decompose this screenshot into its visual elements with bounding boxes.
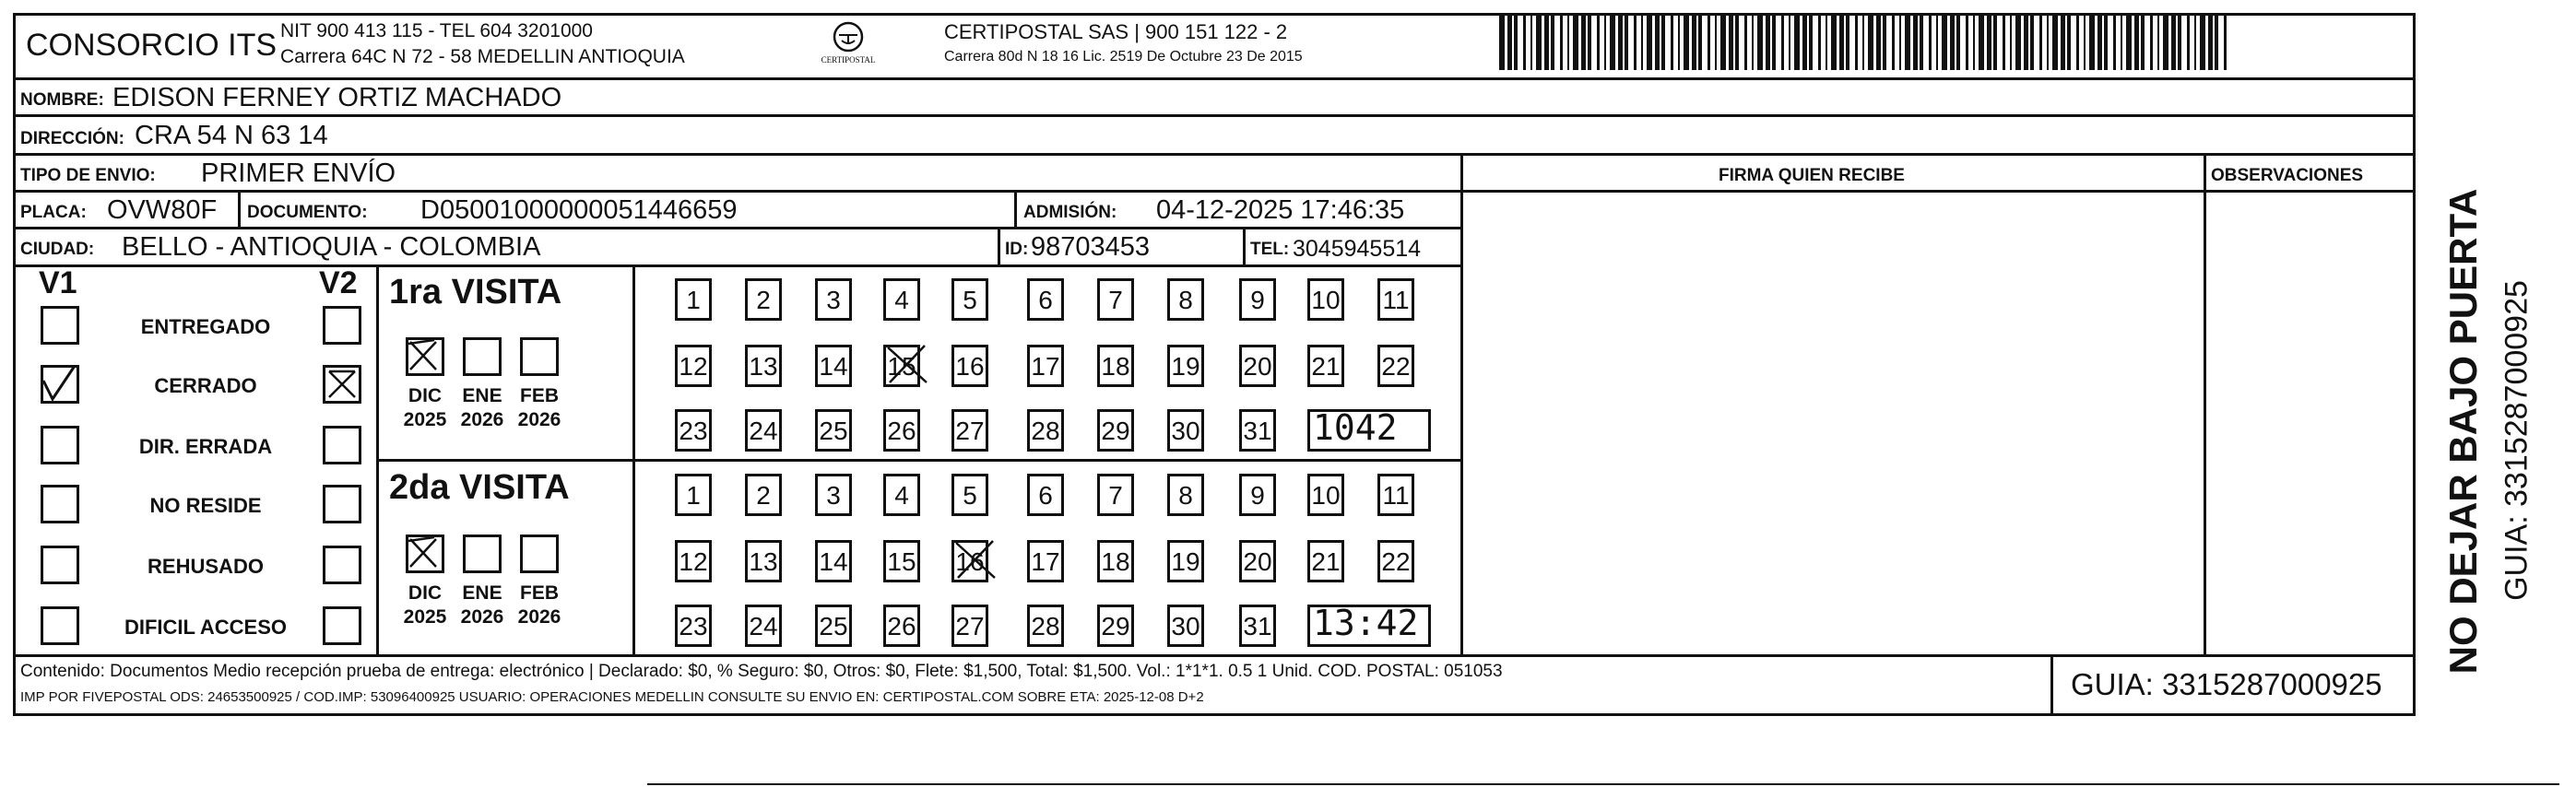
barcode-bar <box>2039 13 2042 70</box>
placa-label: PLACA: <box>20 203 87 222</box>
barcode-bar <box>1993 13 1997 70</box>
first-visit-day-box[interactable]: 29 <box>1097 409 1134 452</box>
barcode-bar <box>2113 13 2116 70</box>
barcode-bar <box>1826 13 1827 70</box>
barcode-bar <box>1789 13 1790 70</box>
status-checkbox-v1[interactable] <box>41 365 79 404</box>
documento-label: DOCUMENTO: <box>247 203 368 222</box>
logo-text: CERTIPOSTAL <box>821 55 876 65</box>
barcode-bar <box>2061 13 2065 70</box>
barcode-bar <box>1950 13 1955 70</box>
barcode-bar <box>1752 13 1754 70</box>
first-visit-day-box[interactable]: 30 <box>1167 409 1204 452</box>
second-visit-day-box[interactable]: 7 <box>1097 474 1134 516</box>
status-checkbox-v2[interactable] <box>323 606 361 645</box>
company-name: CONSORCIO ITS <box>26 28 278 63</box>
barcode-bar <box>1647 13 1652 70</box>
barcode-bar <box>2187 13 2190 70</box>
first-visit-day-box[interactable]: 12 <box>675 345 712 387</box>
barcode <box>1499 13 2231 70</box>
barcode-bar <box>1966 13 1968 70</box>
barcode-bar <box>1929 13 1932 70</box>
barcode-bar <box>1707 13 1710 70</box>
barcode-bar <box>2163 13 2168 70</box>
barcode-bar <box>1936 13 1938 70</box>
barcode-bar <box>1855 13 1858 70</box>
barcode-bar <box>2178 13 2181 70</box>
barcode-bar <box>1507 13 1512 70</box>
status-checkbox-v2[interactable] <box>323 485 361 523</box>
first-visit-year-label: 2026 <box>517 409 561 430</box>
first-visit-day-box[interactable]: 4 <box>883 278 920 321</box>
status-option-label: ENTREGADO <box>140 315 271 338</box>
ciudad-label: CIUDAD: <box>20 240 95 259</box>
admision-label: ADMISIÓN: <box>1023 203 1117 222</box>
second-visit-day-box[interactable]: 3 <box>815 474 852 516</box>
barcode-bar <box>2150 13 2153 70</box>
second-visit-time-handwritten: 13:42 <box>1313 603 1419 643</box>
second-visit-day-box[interactable]: 15 <box>883 540 920 582</box>
second-visit-year-label: 2026 <box>460 606 504 628</box>
barcode-bar <box>2171 13 2176 70</box>
second-visit-day-box[interactable]: 19 <box>1167 540 1204 582</box>
first-visit-day-box[interactable]: 13 <box>745 345 782 387</box>
barcode-bar <box>1551 13 1554 70</box>
barcode-bar <box>1913 13 1918 70</box>
second-visit-day-box[interactable]: 28 <box>1027 605 1064 647</box>
barcode-bar <box>1610 13 1615 70</box>
barcode-bar <box>1588 13 1591 70</box>
v1-label: V1 <box>39 265 77 300</box>
barcode-bar <box>1671 13 1673 70</box>
barcode-bar <box>2121 13 2122 70</box>
second-visit-day-mark: 16 <box>955 547 985 576</box>
first-visit-day-mark: 15 <box>887 352 916 381</box>
barcode-bar <box>1839 13 1844 70</box>
documento-value: D05001000000051446659 <box>420 195 738 225</box>
barcode-bar <box>2084 13 2086 70</box>
barcode-bar <box>1956 13 1960 70</box>
first-visit-day-box[interactable]: 16 <box>951 345 988 387</box>
barcode-bar <box>1720 13 1726 70</box>
tel-label: TEL: <box>1250 240 1290 259</box>
first-visit-day-box[interactable]: 11 <box>1377 278 1414 321</box>
barcode-bar <box>1781 13 1784 70</box>
first-visit-day-box[interactable]: 23 <box>675 409 712 452</box>
barcode-bar <box>1831 13 1837 70</box>
barcode-bar <box>1567 13 1569 70</box>
second-visit-day-box[interactable]: 4 <box>883 474 920 516</box>
barcode-bar <box>1729 13 1733 70</box>
barcode-bar <box>1766 13 1770 70</box>
status-checkbox-v1[interactable] <box>41 485 79 523</box>
status-option-label: NO RESIDE <box>149 494 262 517</box>
barcode-bar <box>2015 13 2021 70</box>
barcode-bar <box>1757 13 1763 70</box>
barcode-bar <box>1883 13 1886 70</box>
first-visit-day-box[interactable]: 21 <box>1307 345 1344 387</box>
second-visit-day-box[interactable]: 2 <box>745 474 782 516</box>
nombre-label: NOMBRE: <box>20 90 104 110</box>
barcode-bar <box>1973 13 1975 70</box>
nombre-value: EDISON FERNEY ORTIZ MACHADO <box>112 83 562 112</box>
barcode-bar <box>2067 13 2071 70</box>
second-visit-month-checkbox[interactable] <box>406 534 444 573</box>
first-visit-day-box[interactable]: 20 <box>1239 345 1276 387</box>
second-visit-day-box[interactable]: 17 <box>1027 540 1064 582</box>
first-visit-day-box[interactable]: 24 <box>745 409 782 452</box>
tipo-envio-value: PRIMER ENVÍO <box>201 159 396 188</box>
barcode-bar <box>1942 13 1947 70</box>
barcode-bar <box>1715 13 1717 70</box>
barcode-bar <box>1735 13 1739 70</box>
first-visit-month-label: DIC <box>408 385 443 406</box>
first-visit-day-box[interactable]: 2 <box>745 278 782 321</box>
first-visit-day-box[interactable]: 8 <box>1167 278 1204 321</box>
barcode-bar <box>1809 13 1813 70</box>
barcode-bar <box>1618 13 1623 70</box>
barcode-bar <box>2097 13 2102 70</box>
second-visit-day-box[interactable]: 29 <box>1097 605 1134 647</box>
footer-guia: GUIA: 3315287000925 <box>2071 667 2382 701</box>
status-checkbox-v1[interactable] <box>41 606 79 645</box>
first-visit-day-box[interactable]: 22 <box>1377 345 1414 387</box>
barcode-bar <box>2024 13 2028 70</box>
barcode-bar <box>1698 13 1702 70</box>
first-visit-day-box[interactable]: 27 <box>951 409 988 452</box>
first-visit-title: 1ra VISITA <box>389 273 562 311</box>
barcode-bar <box>1581 13 1586 70</box>
first-visit-month-checkbox[interactable] <box>520 337 559 376</box>
second-visit-day-box[interactable]: 1 <box>675 474 712 516</box>
status-checkbox-v2[interactable] <box>323 546 361 584</box>
first-visit-day-box[interactable]: 28 <box>1027 409 1064 452</box>
barcode-bar <box>1560 13 1563 70</box>
barcode-bar <box>2215 13 2218 70</box>
status-option-label: DIFICIL ACCESO <box>124 616 287 639</box>
first-visit-day-box[interactable] <box>883 345 920 387</box>
barcode-bar <box>1684 13 1689 70</box>
barcode-bar <box>1772 13 1776 70</box>
second-visit-day-box[interactable] <box>951 540 988 582</box>
first-visit-day-box[interactable]: 9 <box>1239 278 1276 321</box>
barcode-bar <box>1514 13 1518 70</box>
first-visit-day-box[interactable]: 1 <box>675 278 712 321</box>
barcode-bar <box>1678 13 1680 70</box>
barcode-bar <box>1987 13 1991 70</box>
barcode-bar <box>1523 13 1526 70</box>
admision-value: 04-12-2025 17:46:35 <box>1156 195 1405 225</box>
barcode-bar <box>2030 13 2034 70</box>
first-visit-day-box[interactable]: 31 <box>1239 409 1276 452</box>
barcode-bar <box>1597 13 1600 70</box>
second-visit-day-box[interactable]: 27 <box>951 605 988 647</box>
side-warning: NO DEJAR BAJO PUERTA <box>2441 188 2485 675</box>
second-visit-day-box[interactable]: 22 <box>1377 540 1414 582</box>
barcode-bar <box>2010 13 2012 70</box>
status-option-label: REHUSADO <box>148 555 264 578</box>
status-checkbox-v1[interactable] <box>41 546 79 584</box>
barcode-bar <box>1499 13 1505 70</box>
first-visit-day-box[interactable]: 3 <box>815 278 852 321</box>
barcode-bar <box>1905 13 1910 70</box>
first-visit-year-label: 2025 <box>403 409 447 430</box>
barcode-bar <box>2047 13 2049 70</box>
status-option-label: DIR. ERRADA <box>138 435 273 458</box>
second-visit-month-label: DIC <box>408 582 443 604</box>
first-visit-month-label: ENE <box>462 385 502 406</box>
footer-line-1: Contenido: Documentos Medio recepción prueba de entrega: electrónico | Declarado: $0, % Seguro: $0, Otros: $0, Flete: $1,500, Total: $1,500. Vol.: 1*1*1. 0.5 1 Unid. COD. POSTAL: 051053 <box>20 662 1503 681</box>
tipo-envio-label: TIPO DE ENVIO: <box>20 166 156 185</box>
second-visit-day-box[interactable]: 20 <box>1239 540 1276 582</box>
second-visit-day-box[interactable]: 14 <box>815 540 852 582</box>
second-visit-day-box[interactable]: 23 <box>675 605 712 647</box>
id-label: ID: <box>1005 240 1029 259</box>
first-visit-day-box[interactable]: 14 <box>815 345 852 387</box>
certipostal-logo <box>811 18 885 70</box>
second-visit-month-checkbox[interactable] <box>463 534 502 573</box>
side-guia: GUIA: 3315287000925 <box>2499 280 2535 601</box>
second-visit-day-box[interactable]: 26 <box>883 605 920 647</box>
second-visit-year-label: 2025 <box>403 606 447 628</box>
second-visit-day-box[interactable]: 18 <box>1097 540 1134 582</box>
observaciones-label: OBSERVACIONES <box>2211 166 2364 185</box>
barcode-bar <box>2126 13 2132 70</box>
first-visit-month-checkbox[interactable] <box>406 337 444 376</box>
barcode-bar <box>1868 13 1873 70</box>
first-visit-day-box[interactable]: 19 <box>1167 345 1204 387</box>
second-visit-day-box[interactable]: 21 <box>1307 540 1344 582</box>
second-visit-day-box[interactable]: 12 <box>675 540 712 582</box>
placa-value: OVW80F <box>107 195 218 225</box>
second-visit-day-box[interactable]: 24 <box>745 605 782 647</box>
second-visit-day-box[interactable]: 31 <box>1239 605 1276 647</box>
first-visit-time-handwritten: 1042 <box>1313 407 1398 448</box>
second-visit-day-box[interactable]: 25 <box>815 605 852 647</box>
status-checkbox-v2[interactable] <box>323 365 361 404</box>
second-visit-day-box[interactable]: 10 <box>1307 474 1344 516</box>
next-label-edge <box>647 783 2559 785</box>
second-visit-month-label: FEB <box>520 582 559 604</box>
firma-label: FIRMA QUIEN RECIBE <box>1719 166 1905 185</box>
barcode-bar <box>1692 13 1696 70</box>
barcode-bar <box>1744 13 1747 70</box>
barcode-bar <box>2003 13 2005 70</box>
second-visit-day-box[interactable]: 11 <box>1377 474 1414 516</box>
company-line-1: NIT 900 413 115 - TEL 604 3201000 <box>280 20 593 41</box>
status-checkbox-v1[interactable] <box>41 426 79 464</box>
first-visit-day-box[interactable]: 18 <box>1097 345 1134 387</box>
tel-value: 3045945514 <box>1293 236 1422 262</box>
barcode-bar <box>1641 13 1643 70</box>
carrier-line-2: Carrera 80d N 18 16 Lic. 2519 De Octubre 23 De 2015 <box>944 49 1303 65</box>
barcode-bar <box>2052 13 2058 70</box>
status-checkbox-v2[interactable] <box>323 306 361 345</box>
first-visit-day-box[interactable]: 7 <box>1097 278 1134 321</box>
company-line-2: Carrera 64C N 72 - 58 MEDELLIN ANTIOQUIA <box>280 46 685 67</box>
barcode-bar <box>1573 13 1578 70</box>
barcode-bar <box>1661 13 1665 70</box>
barcode-bar <box>2157 13 2159 70</box>
barcode-bar <box>1544 13 1549 70</box>
first-visit-month-checkbox[interactable] <box>463 337 502 376</box>
barcode-bar <box>1604 13 1606 70</box>
barcode-bar <box>1846 13 1849 70</box>
barcode-bar <box>1892 13 1895 70</box>
first-visit-month-label: FEB <box>520 385 559 406</box>
footer-line-2: IMP POR FIVEPOSTAL ODS: 24653500925 / COD.IMP: 53096400925 USUARIO: OPERACIONES MEDELLIN CONSULTE SU ENVIO EN: CERTIPOSTAL.COM SOBRE ETA: 2025-12-08 D+2 <box>20 689 1204 705</box>
barcode-bar <box>1536 13 1542 70</box>
second-visit-month-label: ENE <box>462 582 502 604</box>
v2-label: V2 <box>319 265 358 300</box>
first-visit-day-box[interactable]: 10 <box>1307 278 1344 321</box>
barcode-bar <box>1876 13 1881 70</box>
barcode-bar <box>2208 13 2213 70</box>
second-visit-day-box[interactable]: 6 <box>1027 474 1064 516</box>
first-visit-day-box[interactable]: 17 <box>1027 345 1064 387</box>
barcode-bar <box>2104 13 2108 70</box>
second-visit-day-box[interactable]: 8 <box>1167 474 1204 516</box>
direccion-value: CRA 54 N 63 14 <box>135 121 328 150</box>
barcode-bar <box>2134 13 2139 70</box>
first-visit-day-box[interactable]: 25 <box>815 409 852 452</box>
barcode-bar <box>2224 13 2227 70</box>
second-visit-title: 2da VISITA <box>389 468 570 507</box>
id-value: 98703453 <box>1031 232 1151 262</box>
barcode-bar <box>1862 13 1864 70</box>
barcode-bar <box>1530 13 1532 70</box>
first-visit-year-label: 2026 <box>460 409 504 430</box>
barcode-bar <box>1634 13 1637 70</box>
barcode-bar <box>1899 13 1901 70</box>
barcode-bar <box>2194 13 2196 70</box>
barcode-bar <box>2089 13 2095 70</box>
barcode-bar <box>2141 13 2145 70</box>
second-visit-day-box[interactable]: 30 <box>1167 605 1204 647</box>
barcode-bar <box>1979 13 1984 70</box>
barcode-bar <box>1802 13 1807 70</box>
barcode-bar <box>1794 13 1800 70</box>
first-visit-day-box[interactable]: 5 <box>951 278 988 321</box>
direccion-label: DIRECCIÓN: <box>20 129 124 148</box>
barcode-bar <box>1920 13 1923 70</box>
second-visit-year-label: 2026 <box>517 606 561 628</box>
second-visit-day-box[interactable]: 5 <box>951 474 988 516</box>
ciudad-value: BELLO - ANTIOQUIA - COLOMBIA <box>122 232 541 262</box>
first-visit-day-box[interactable]: 26 <box>883 409 920 452</box>
second-visit-day-box[interactable]: 9 <box>1239 474 1276 516</box>
carrier-line-1: CERTIPOSTAL SAS | 900 151 122 - 2 <box>944 20 1288 43</box>
status-checkbox-v1[interactable] <box>41 306 79 345</box>
second-visit-day-box[interactable]: 13 <box>745 540 782 582</box>
status-option-label: CERRADO <box>154 374 257 397</box>
barcode-bar <box>2076 13 2079 70</box>
first-visit-day-box[interactable]: 6 <box>1027 278 1064 321</box>
barcode-bar <box>1625 13 1628 70</box>
barcode-bar <box>1655 13 1660 70</box>
status-checkbox-v2[interactable] <box>323 426 361 464</box>
barcode-bar <box>1818 13 1821 70</box>
second-visit-month-checkbox[interactable] <box>520 534 559 573</box>
guide-frame <box>13 13 2416 716</box>
barcode-bar <box>2200 13 2205 70</box>
